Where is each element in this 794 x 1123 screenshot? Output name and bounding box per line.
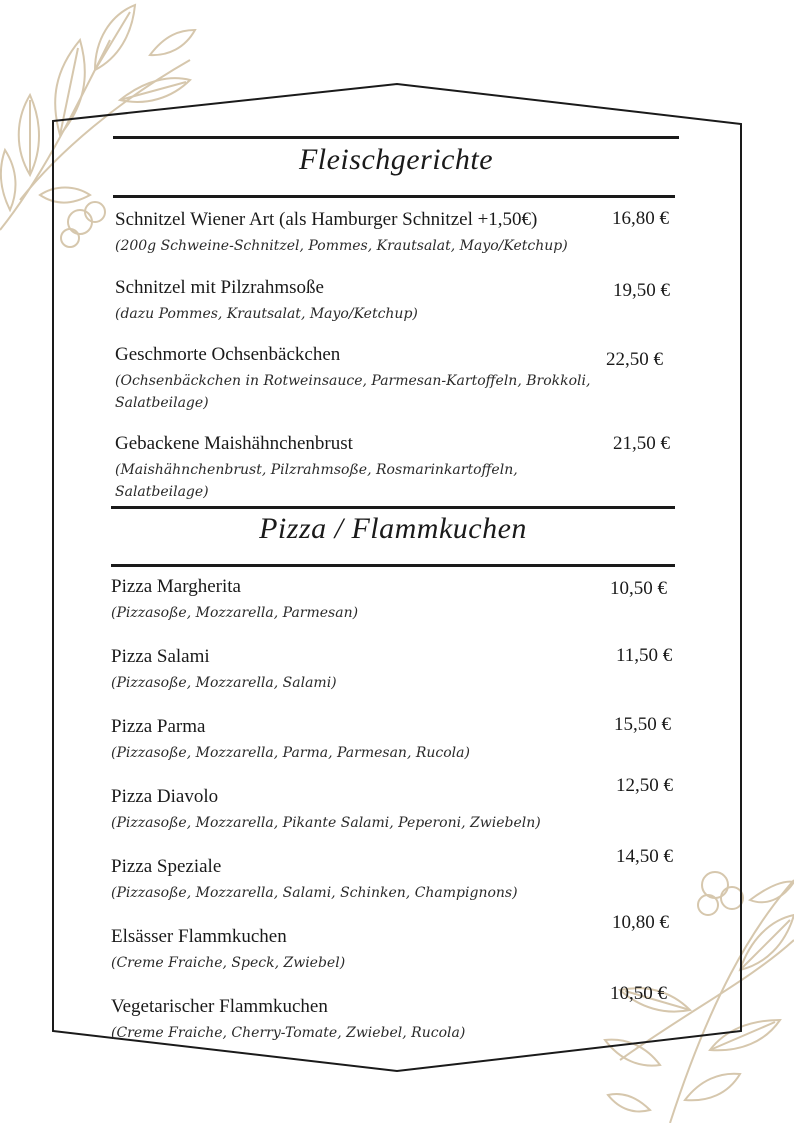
section-title-fleischgerichte: Fleischgerichte [298, 143, 494, 176]
item-description: (Pizzasoße, Mozzarella, Parmesan) [111, 605, 359, 621]
menu-item [115, 344, 605, 414]
item-description: (dazu Pommes, Krautsalat, Mayo/Ketchup) [115, 306, 418, 322]
item-description: (Pizzasoße, Mozzarella, Parma, Parmesan, Rucola) [111, 745, 470, 761]
section-rule-top [113, 136, 679, 139]
item-price: 14,50 € [616, 846, 673, 867]
item-price: 12,50 € [616, 775, 673, 796]
menu-item [115, 209, 605, 257]
item-price: 21,50 € [613, 433, 670, 454]
item-description: (Pizzasoße, Mozzarella, Pikante Salami, Peperoni, Zwiebeln) [111, 815, 541, 831]
item-name: Schnitzel mit Pilzrahmsoße [115, 277, 324, 298]
section-title-pizza-flammkuchen: Pizza / Flammkuchen [259, 512, 527, 545]
item-name: Schnitzel Wiener Art (als Hamburger Schnitzel +1,50€) [115, 209, 538, 230]
item-price: 19,50 € [613, 280, 670, 301]
section-rule [111, 564, 675, 567]
item-price: 16,80 € [612, 208, 669, 229]
menu-item [111, 576, 601, 624]
menu-item [111, 996, 601, 1044]
item-description: (Creme Fraiche, Cherry-Tomate, Zwiebel, Rucola) [111, 1025, 466, 1041]
item-price: 11,50 € [616, 645, 673, 666]
menu-item [111, 646, 601, 694]
item-name: Pizza Parma [111, 716, 206, 737]
section-rule [111, 506, 675, 509]
menu-item [111, 856, 601, 904]
item-description: (200g Schweine-Schnitzel, Pommes, Krautsalat, Mayo/Ketchup) [115, 238, 568, 254]
item-name: Vegetarischer Flammkuchen [111, 996, 328, 1017]
item-description: (Ochsenbäckchen in Rotweinsauce, Parmesan-Kartoffeln, Brokkoli, Salatbeilage) [115, 373, 591, 411]
item-name: Pizza Speziale [111, 856, 222, 877]
item-description: (Pizzasoße, Mozzarella, Salami) [111, 675, 337, 691]
menu-item [111, 716, 601, 764]
item-name: Pizza Diavolo [111, 786, 219, 807]
menu-item [115, 277, 605, 325]
menu-item [115, 433, 575, 503]
section-rule [113, 195, 675, 198]
item-price: 22,50 € [606, 349, 663, 370]
item-name: Elsässer Flammkuchen [111, 926, 287, 947]
item-name: Pizza Margherita [111, 576, 241, 597]
item-name: Gebackene Maishähnchenbrust [115, 433, 353, 454]
item-name: Pizza Salami [111, 646, 210, 667]
item-price: 10,50 € [610, 983, 667, 1004]
item-name: Geschmorte Ochsenbäckchen [115, 344, 341, 365]
item-description: (Pizzasoße, Mozzarella, Salami, Schinken, Champignons) [111, 885, 518, 901]
menu-item [111, 926, 601, 974]
menu-item [111, 786, 601, 834]
item-price: 10,50 € [610, 578, 667, 599]
item-price: 10,80 € [612, 912, 669, 933]
item-price: 15,50 € [614, 714, 671, 735]
item-description: (Maishähnchenbrust, Pilzrahmsoße, Rosmarinkartoffeln, Salatbeilage) [115, 462, 518, 500]
item-description: (Creme Fraiche, Speck, Zwiebel) [111, 955, 346, 971]
